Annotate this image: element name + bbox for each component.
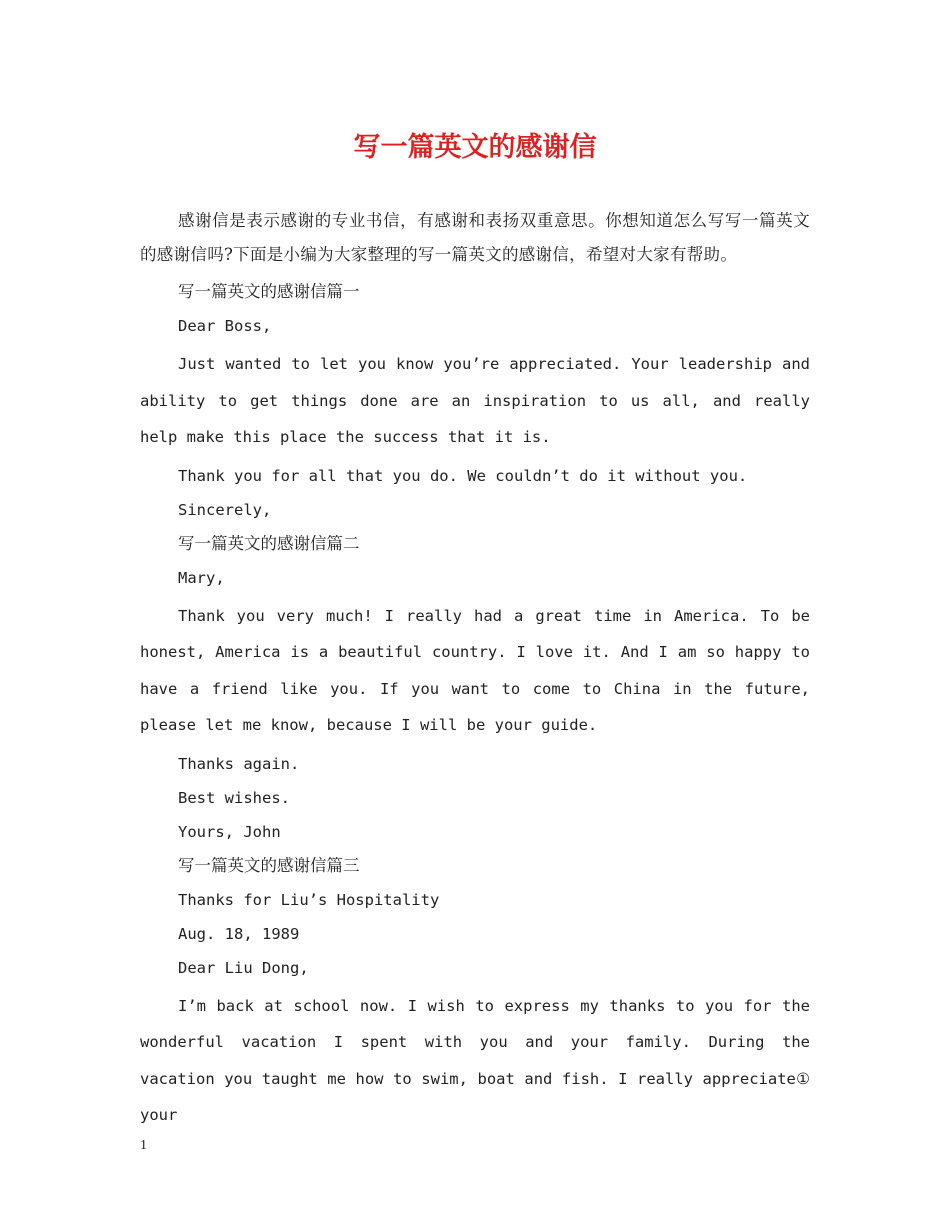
letter1-heading: 写一篇英文的感谢信篇一 <box>178 282 360 301</box>
letter2-heading: 写一篇英文的感谢信篇二 <box>178 533 360 553</box>
letter1-salutation: Dear Boss, <box>178 317 272 335</box>
letter3-heading: 写一篇英文的感谢信篇三 <box>178 855 360 875</box>
letter2-salutation: Mary, <box>178 568 225 587</box>
letter3-body1: I’m back at school now. I wish to express my thanks to you for the wonderful vacation I spent with you and your family. During the vacation you taught me how to swim, boat and fish. I really appreciate① your <box>140 996 810 1124</box>
letter3-salutation: Dear Liu Dong, <box>178 958 309 977</box>
document-title: 写一篇英文的感谢信 <box>353 132 597 163</box>
letter2-body1: Thank you very much! I really had a great time in America. To be honest, America is a beautiful country. I love it. And I am so happy to have a friend like you. If you want to come to China in the future, please let me know, because I will be your guide. <box>140 606 810 734</box>
letter1-body2: Thank you for all that you do. We couldn’t do it without you. <box>178 466 748 485</box>
letter1-body1: Just wanted to let you know you’re appreciated. Your leadership and ability to get things done are an inspiration to us all, and really help make this place the success that it is. <box>140 355 810 446</box>
letter3-subject: Thanks for Liu’s Hospitality <box>178 890 440 909</box>
letter2-line2: Best wishes. <box>178 788 290 807</box>
letter2-line1: Thanks again. <box>178 754 300 773</box>
document-body <box>140 204 810 1134</box>
letter3-date: Aug. 18, 1989 <box>178 924 300 943</box>
intro-paragraph: 感谢信是表示感谢的专业书信，有感谢和表扬双重意思。你想知道怎么写写一篇英文的感谢信吗?下面是小编为大家整理的写一篇英文的感谢信，希望对大家有帮助。 <box>140 211 810 264</box>
letter2-signature: Yours, John <box>178 822 281 841</box>
page-number: 1 <box>140 1138 147 1153</box>
letter1-closing: Sincerely, <box>178 500 272 519</box>
